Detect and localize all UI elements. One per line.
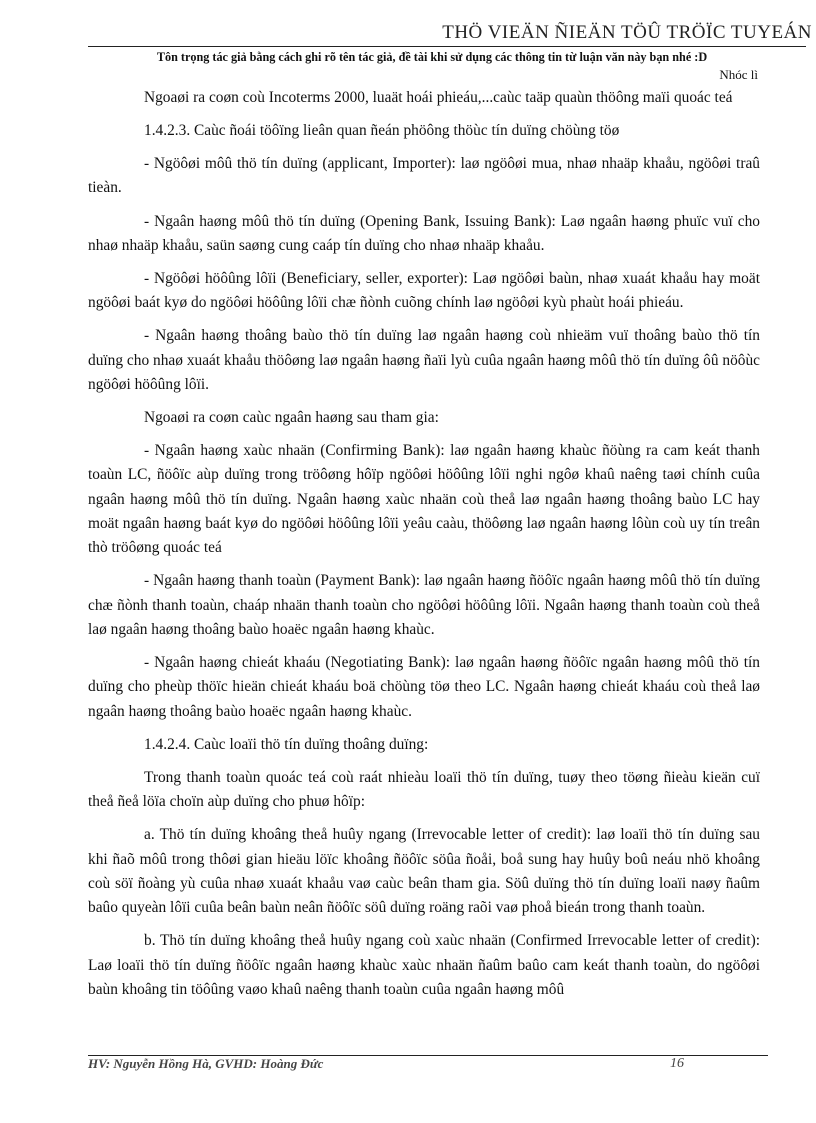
library-header-title: THÖ VIEÄN ÑIEÄN TÖÛ TRÖÏC TUYEÁN xyxy=(442,22,812,43)
body-paragraph: a. Thö tín duïng khoâng theå huûy ngang (Irrevocable letter of credit): laø loaïi thö tín duïng sau khi ñaõ môû trong thôøi gian hieäu löïc khoâng ñöôïc söûa ñoåi, boå sung hay huûy boû neáu nhö khoâng coù söï ñoàng yù cuûa nhaø xuaát khaåu vaø caùc beân tham gia. Söû duïng thö tín duïng loaïi naøy ñaûm baûo quyeàn lôïi cuûa beân baùn neân ñöôïc söû duïng roäng raõi vaø phoå bieán trong thanh toaùn. xyxy=(88,826,760,917)
section-heading: 1.4.2.3. Caùc ñoái töôïng lieân quan ñeán phöông thöùc tín duïng chöùng töø xyxy=(144,122,620,140)
section-heading: 1.4.2.4. Caùc loaïi thö tín duïng thoâng duïng: xyxy=(144,735,429,753)
body-paragraph: - Ngaân haøng thanh toaùn (Payment Bank): laø ngaân haøng ñöôïc ngaân haøng môû thö tín duïng chæ ñònh thanh toaùn, chaáp nhaän thanh toaùn cho ngöôøi höôûng lôïi. Ngaân haøng thanh toaùn coù theå laø ngaân haøng thoâng baùo hoaëc ngaân haøng khaùc. xyxy=(88,572,760,639)
body-paragraph: - Ngöôøi höôûng lôïi (Beneficiary, seller, exporter): Laø ngöôøi baùn, nhaø xuaát khaåu hay moät ngöôøi baát kyø do ngöôøi höôûng lôïi chæ ñònh cuõng chính laø ngöôøi kyù phaùt hoái phieáu. xyxy=(88,269,760,312)
page-number: 16 xyxy=(670,1056,684,1071)
document-body xyxy=(88,86,760,1011)
body-paragraph: b. Thö tín duïng khoâng theå huûy ngang coù xaùc nhaän (Confirmed Irrevocable letter of credit): Laø loaïi thö tín duïng ñöôïc ngaân haøng khaùc xaùc nhaän ñaûm baûo cam keát thanh toaùn, do ngöôøi baùn khoâng tin töôûng vaøo khaû naêng thanh toaùn cuûa ngaân haøng môû xyxy=(88,932,760,998)
uploader-note: Nhóc lì xyxy=(719,67,758,82)
body-paragraph: - Ngaân haøng thoâng baùo thö tín duïng laø ngaân haøng coù nhieäm vuï thoâng baùo thö tín duïng cho nhaø xuaát khaåu thöôøng laø ngaân haøng ñaïi lyù cuûa ngaân haøng môû thö tín duïng ôû nöôùc ngöôøi höôûng lôïi. xyxy=(88,327,760,393)
body-paragraph: - Ngaân haøng xaùc nhaän (Confirming Bank): laø ngaân haøng khaùc ñöùng ra cam keát thanh toaùn LC, ñöôïc aùp duïng trong tröôøng hôïp ngöôøi höôûng lôïi nghi ngôø khaû naêng taøi chính cuûa ngaân haøng môû thö tín duïng. Ngaân haøng xaùc nhaän coù theå laø ngaân haøng thoâng baùo LC hay moät ngaân haøng baát kyø do ngöôøi höôûng lôïi yeâu caàu, thöôøng laø ngaân haøng lôùn coù uy tín treân thò tröôøng quoác teá xyxy=(88,442,760,557)
body-paragraph: Ngoaøi ra coøn coù Incoterms 2000, luaät hoái phieáu,...caùc taäp quaùn thöông maïi quoác teá xyxy=(144,89,733,106)
body-paragraph: - Ngaân haøng chieát khaáu (Negotiating Bank): laø ngaân haøng ñöôïc ngaân haøng môû thö tín duïng cho pheùp thöïc hieän chieát khaáu boä chöùng töø theo LC. Ngaân haøng chieát khaáu coù theå laø ngaân haøng thoâng baùo hoaëc ngaân haøng khaùc. xyxy=(88,654,760,720)
body-paragraph: - Ngöôøi môû thö tín duïng (applicant, Importer): laø ngöôøi mua, nhaø nhaäp khaåu, ngöôøi traû tieàn. xyxy=(88,155,760,197)
body-paragraph: Trong thanh toaùn quoác teá coù raát nhieàu loaïi thö tín duïng, tuøy theo töøng ñieàu kieän cuï theå ñeå löïa choïn aùp duïng cho phuø hôïp: xyxy=(88,768,760,811)
body-paragraph: - Ngaân haøng môû thö tín duïng (Opening Bank, Issuing Bank): Laø ngaân haøng phuïc vuï cho nhaø nhaäp khaåu, saün saøng cung caáp tín duïng cho nhaø nhaäp khaåu. xyxy=(88,212,760,254)
copyright-notice: Tôn trọng tác giả bằng cách ghi rõ tên tác giả, đề tài khi sử dụng các thông tin từ luận văn này bạn nhé :D xyxy=(156,50,708,64)
footer-author: HV: Nguyễn Hồng Hà, GVHD: Hoàng Đức xyxy=(88,1056,324,1071)
body-paragraph: Ngoaøi ra coøn caùc ngaân haøng sau tham gia: xyxy=(144,409,439,427)
header-divider xyxy=(88,46,806,47)
